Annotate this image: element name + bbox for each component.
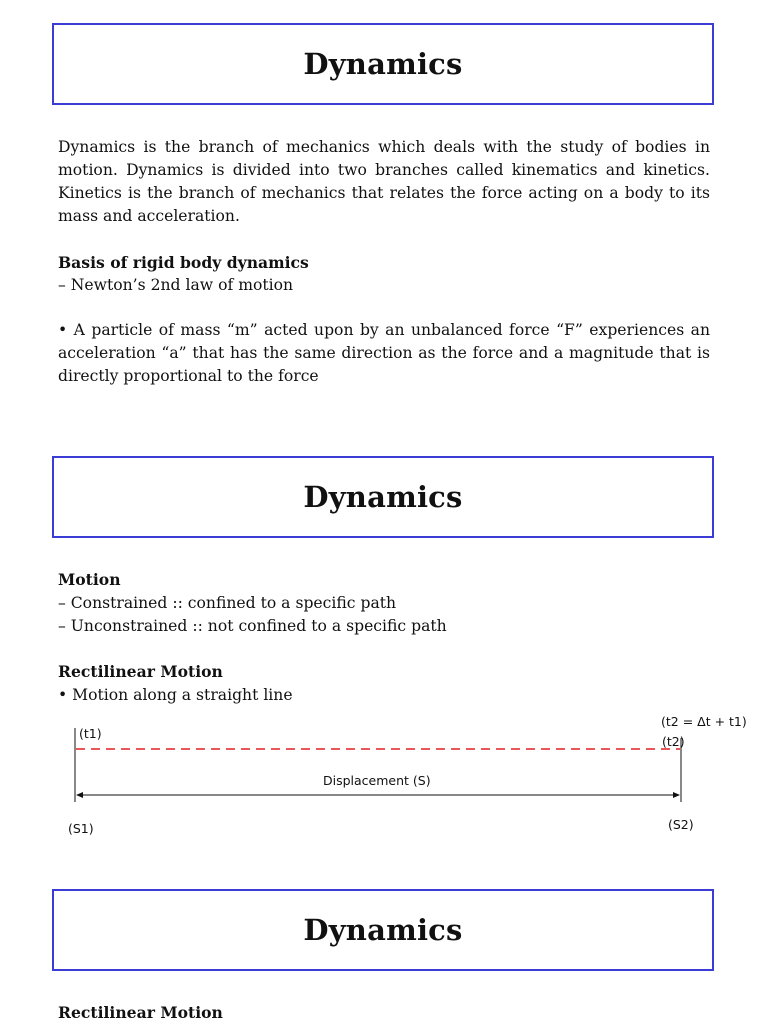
slide-title-box-1 (52, 23, 714, 105)
arrow-head-left-icon (76, 792, 83, 798)
rectilinear-heading: Rectilinear Motion (58, 662, 223, 681)
displacement-diagram (0, 700, 768, 850)
slide-title-box-3 (52, 889, 714, 971)
slide-title-box-2 (52, 456, 714, 538)
basis-heading: Basis of rigid body dynamics (58, 253, 309, 272)
particle-paragraph: • A particle of mass “m” acted upon by an unbalanced force “F” experiences an acceleration “a” that has the same direction as the force and a magnitude that is directly proportional to the force (58, 321, 710, 385)
rectilinear-item: • Motion along a straight line (58, 686, 293, 704)
t1-label: (t1) (79, 726, 102, 741)
t2-formula-label: (t2 = Δt + t1) (661, 714, 747, 729)
arrow-head-right-icon (673, 792, 680, 798)
motion-heading: Motion (58, 570, 121, 589)
motion-item-constrained: – Constrained :: confined to a specific path (58, 594, 397, 612)
displacement-label: Displacement (S) (323, 773, 431, 788)
slide-title: Dynamics (303, 47, 463, 81)
basis-item: – Newton’s 2nd law of motion (58, 276, 294, 294)
rectilinear-heading-2: Rectilinear Motion (58, 1003, 223, 1022)
s1-label: (S1) (68, 821, 94, 836)
slide-title: Dynamics (303, 913, 463, 947)
slide-title: Dynamics (303, 480, 463, 514)
intro-paragraph: Dynamics is the branch of mechanics which deals with the study of bodies in motion. Dynamics is divided into two branches called kinematics and kinetics. Kinetics is the branch of mechanics that relates the force acting on a body to its mass and acceleration. (58, 138, 710, 225)
motion-item-unconstrained: – Unconstrained :: not confined to a specific path (58, 617, 447, 635)
s2-label: (S2) (668, 817, 694, 832)
t2-label: (t2) (662, 734, 685, 749)
